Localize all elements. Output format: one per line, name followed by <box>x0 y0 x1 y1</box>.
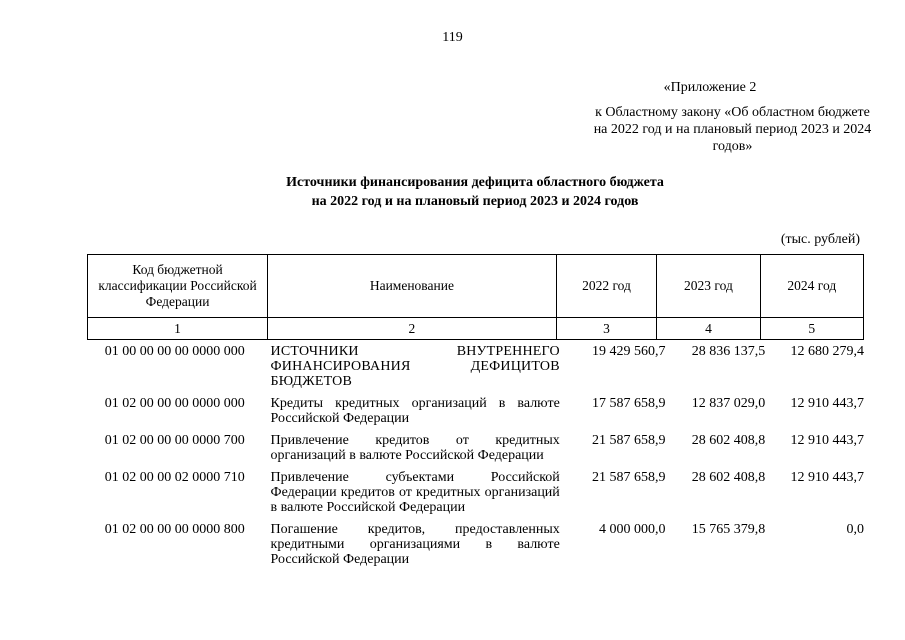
header-2024: 2024 год <box>760 255 863 318</box>
header-code: Код бюджетной классификации Российской Федерации <box>88 255 268 318</box>
title-line-1: Источники финансирования дефицита областного бюджета <box>286 175 664 190</box>
column-number: 2 <box>268 318 557 340</box>
row-code: 01 00 00 00 00 0000 000 <box>104 344 245 359</box>
table-row <box>87 344 864 389</box>
row-value-2022: 19 429 560,7 <box>592 344 666 359</box>
table-row <box>87 396 864 426</box>
appendix-heading: «Приложение 2 <box>663 80 757 95</box>
title-line-2: на 2022 год и на плановый период 2023 и 2024 годов <box>311 194 639 209</box>
row-name: Погашение кредитов, предоставленных кредитными организациями в валюте Российской Федерации <box>270 522 560 567</box>
units-label: (тыс. рублей) <box>780 232 860 247</box>
row-code: 01 02 00 00 02 0000 710 <box>104 470 245 485</box>
header-row <box>88 255 864 318</box>
table-row <box>87 433 864 463</box>
table-header <box>87 254 864 340</box>
table-row <box>87 522 864 567</box>
column-number: 4 <box>657 318 760 340</box>
table-body <box>87 344 864 574</box>
row-name: Привлечение кредитов от кредитных организаций в валюте Российской Федерации <box>270 433 560 463</box>
row-name: Привлечение субъектами Российской Федерации кредитов от кредитных организаций в валюте Российской Федерации <box>270 470 560 515</box>
row-value-2024: 12 680 279,4 <box>790 344 864 359</box>
row-value-2022: 21 587 658,9 <box>592 433 666 448</box>
row-value-2024: 0,0 <box>846 522 864 537</box>
header-2022: 2022 год <box>556 255 657 318</box>
row-code: 01 02 00 00 00 0000 700 <box>104 433 245 448</box>
row-value-2023: 12 837 029,0 <box>691 396 766 411</box>
header-2023: 2023 год <box>657 255 760 318</box>
row-code: 01 02 00 00 00 0000 800 <box>104 522 245 537</box>
row-value-2024: 12 910 443,7 <box>790 433 864 448</box>
appendix-reference: к Областному закону «Об областном бюджете на 2022 год и на плановый период 2023 и 2024 годов» <box>593 105 872 154</box>
header-name: Наименование <box>268 255 557 318</box>
row-value-2023: 28 602 408,8 <box>691 433 766 448</box>
row-code: 01 02 00 00 00 0000 000 <box>104 396 245 411</box>
column-number: 5 <box>760 318 863 340</box>
row-value-2024: 12 910 443,7 <box>790 470 864 485</box>
column-number: 3 <box>556 318 657 340</box>
row-value-2023: 28 836 137,5 <box>691 344 766 359</box>
row-name: Кредиты кредитных организаций в валюте Российской Федерации <box>270 396 560 426</box>
row-value-2022: 4 000 000,0 <box>599 522 666 537</box>
column-number: 1 <box>88 318 268 340</box>
row-value-2022: 17 587 658,9 <box>592 396 666 411</box>
column-number-row <box>88 318 864 340</box>
document-title <box>200 173 750 211</box>
row-value-2023: 15 765 379,8 <box>691 522 766 537</box>
row-value-2022: 21 587 658,9 <box>592 470 666 485</box>
row-value-2023: 28 602 408,8 <box>691 470 766 485</box>
table-row <box>87 470 864 515</box>
row-name: ИСТОЧНИКИ ВНУТРЕННЕГО ФИНАНСИРОВАНИЯ ДЕФИЦИТОВ БЮДЖЕТОВ <box>270 344 560 389</box>
row-value-2024: 12 910 443,7 <box>790 396 864 411</box>
page-number: 119 <box>442 30 463 45</box>
